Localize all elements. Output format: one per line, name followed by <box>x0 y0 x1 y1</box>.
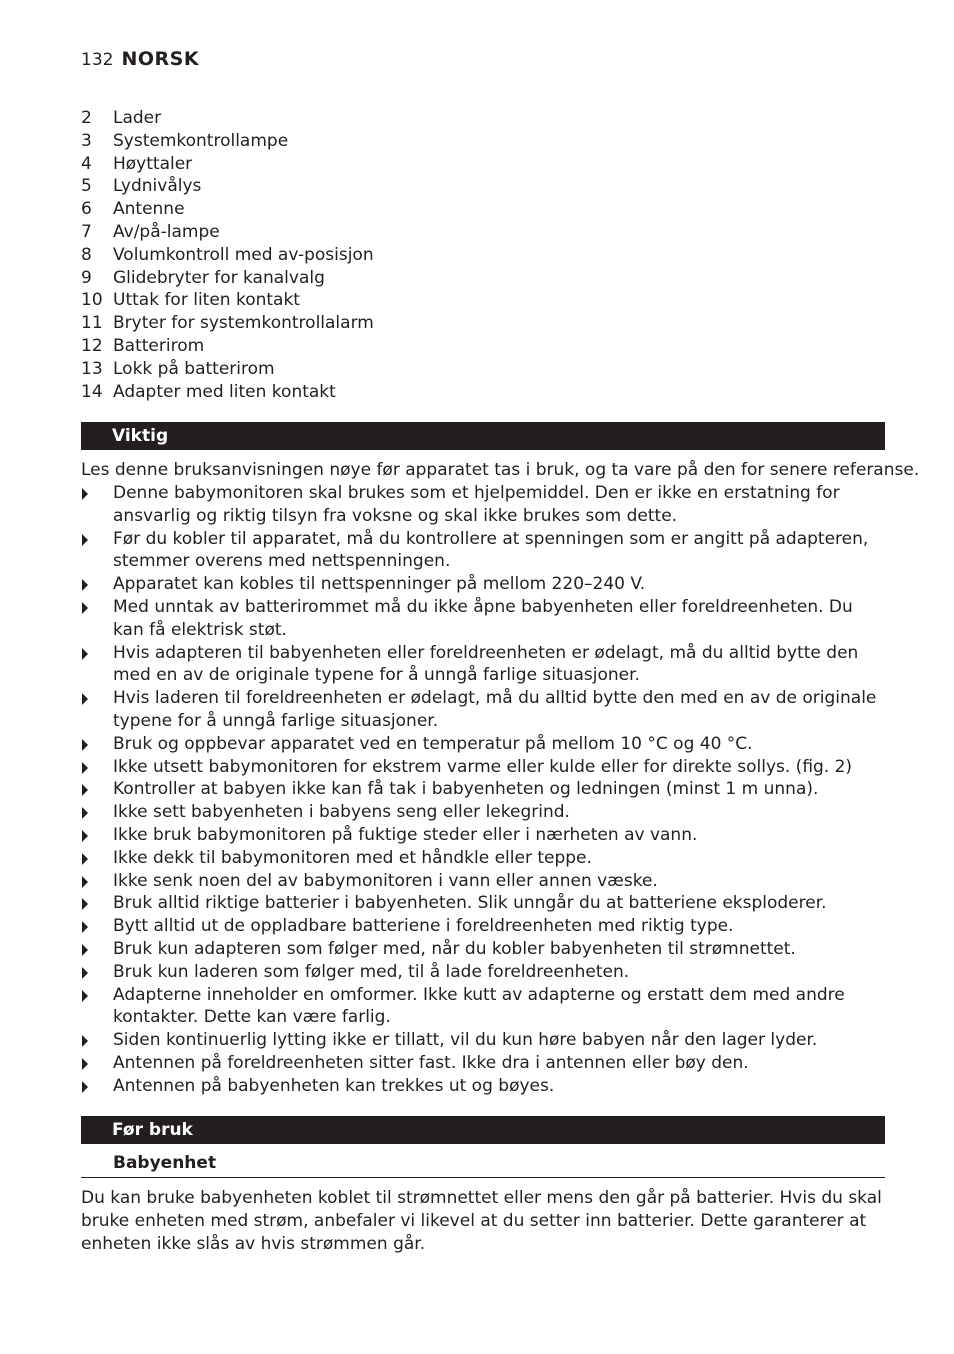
bullet-item <box>81 1029 887 1052</box>
bullet-arrow-icon <box>82 1081 88 1093</box>
section-title: Før bruk <box>112 1120 193 1140</box>
bullet-item <box>81 984 887 1030</box>
part-number: 7 <box>81 221 92 242</box>
bullet-arrow-icon <box>82 648 88 660</box>
bullet-text: Ikke dekk til babymonitoren med et håndkle eller teppe. <box>113 847 592 868</box>
part-label: Antenne <box>113 199 185 220</box>
bullet-item <box>81 961 887 984</box>
part-label: Høyttaler <box>113 153 193 174</box>
bullet-arrow-icon <box>82 1058 88 1070</box>
bullet-text: Ikke sett babyenheten i babyens seng eller lekegrind. <box>113 802 570 823</box>
part-item <box>81 289 374 312</box>
bullet-item <box>81 573 887 596</box>
bullet-item <box>81 824 887 847</box>
part-item <box>81 312 374 335</box>
part-number: 12 <box>81 335 103 356</box>
bullet-text: Apparatet kan kobles til nettspenninger på mellom 220–240 V. <box>113 574 646 595</box>
part-number: 6 <box>81 199 92 220</box>
bullet-arrow-icon <box>82 898 88 910</box>
language-label: NORSK <box>121 48 200 70</box>
bullet-text: Bruk og oppbevar apparatet ved en temperatur på mellom 10 °C og 40 °C. <box>113 733 753 754</box>
part-number: 10 <box>81 290 103 311</box>
bullet-text: Ikke bruk babymonitoren på fuktige steder eller i nærheten av vann. <box>113 824 698 845</box>
part-number: 14 <box>81 381 103 402</box>
part-item <box>81 267 374 290</box>
section-header-important <box>81 422 885 450</box>
part-label: Uttak for liten kontakt <box>113 290 300 311</box>
bullet-text: Ikke senk noen del av babymonitoren i vann eller annen væske. <box>113 870 658 891</box>
bullet-arrow-icon <box>82 853 88 865</box>
bullet-text: Bruk alltid riktige batterier i babyenheten. Slik unngår du at batteriene eksploderer. <box>113 893 827 914</box>
part-number: 8 <box>81 244 92 265</box>
bullet-item <box>81 733 887 756</box>
bullet-item <box>81 642 887 688</box>
part-item <box>81 358 374 381</box>
bullet-arrow-icon <box>82 967 88 979</box>
part-label: Glidebryter for kanalvalg <box>113 267 325 288</box>
part-number: 13 <box>81 358 103 379</box>
part-item <box>81 153 374 176</box>
part-number: 5 <box>81 176 92 197</box>
subsection-title: Babyenhet <box>113 1153 217 1173</box>
intro-text: Les denne bruksanvisningen nøye før apparatet tas i bruk, og ta vare på den for senere referanse. <box>81 460 920 480</box>
part-label: Lokk på batterirom <box>113 358 275 379</box>
bullet-item <box>81 847 887 870</box>
part-item <box>81 107 374 130</box>
part-number: 4 <box>81 153 92 174</box>
section-header-before-use <box>81 1116 885 1144</box>
bullet-item <box>81 528 887 574</box>
subsection-header <box>81 1153 885 1178</box>
bullet-arrow-icon <box>82 739 88 751</box>
part-item <box>81 175 374 198</box>
bullet-arrow-icon <box>82 602 88 614</box>
bullet-text: Hvis laderen til foreldreenheten er ødelagt, må du alltid bytte den med en av de originale typene for å unngå farlige situasjoner. <box>113 688 877 731</box>
part-item <box>81 130 374 153</box>
part-number: 3 <box>81 130 92 151</box>
bullet-arrow-icon <box>82 921 88 933</box>
bullet-item <box>81 870 887 893</box>
part-label: Batterirom <box>113 335 205 356</box>
bullet-text: Bruk kun laderen som følger med, til å lade foreldreenheten. <box>113 961 630 982</box>
bullet-arrow-icon <box>82 488 88 500</box>
bullet-text: Ikke utsett babymonitoren for ekstrem varme eller kulde eller for direkte sollys. (fig. 2) <box>113 756 853 777</box>
part-number: 9 <box>81 267 92 288</box>
part-number: 2 <box>81 108 92 128</box>
page-header <box>81 48 199 70</box>
part-item <box>81 221 374 244</box>
bullet-arrow-icon <box>82 762 88 774</box>
bullet-arrow-icon <box>82 830 88 842</box>
bullet-arrow-icon <box>82 784 88 796</box>
bullet-item <box>81 892 887 915</box>
bullet-item <box>81 801 887 824</box>
bullet-text: Adapterne inneholder en omformer. Ikke kutt av adapterne og erstatt dem med andre kontakter. Dette kan være farlig. <box>113 984 845 1028</box>
bullet-text: Hvis adapteren til babyenheten eller foreldreenheten er ødelagt, må du alltid bytte den med en av de originale typene for å unngå farlige situasjoner. <box>113 642 859 686</box>
bullet-item <box>81 1052 887 1075</box>
bullet-arrow-icon <box>82 944 88 956</box>
bullet-item <box>81 1075 887 1098</box>
bullet-arrow-icon <box>82 807 88 819</box>
bullet-text: Bytt alltid ut de oppladbare batteriene i foreldreenheten med riktig type. <box>113 916 734 937</box>
part-item <box>81 335 374 358</box>
bullet-arrow-icon <box>82 876 88 888</box>
bullet-text: Kontroller at babyen ikke kan få tak i babyenheten og ledningen (minst 1 m unna). <box>113 779 819 800</box>
bullet-item <box>81 778 887 801</box>
bullet-text: Med unntak av batterirommet må du ikke åpne babyenheten eller foreldreenheten. Du kan få elektrisk støt. <box>113 596 853 640</box>
part-item <box>81 381 374 404</box>
bullet-item <box>81 596 887 642</box>
bullet-item <box>81 938 887 961</box>
part-label: Adapter med liten kontakt <box>113 381 336 402</box>
part-label: Systemkontrollampe <box>113 130 289 151</box>
bullet-arrow-icon <box>82 579 88 591</box>
bullet-arrow-icon <box>82 990 88 1002</box>
bullet-text: Antennen på babyenheten kan trekkes ut og bøyes. <box>113 1075 555 1096</box>
section-title: Viktig <box>112 426 169 446</box>
bullet-text: Siden kontinuerlig lytting ikke er tillatt, vil du kun høre babyen når den lager lyder. <box>113 1030 818 1051</box>
bullet-text: Denne babymonitoren skal brukes som et hjelpemiddel. Den er ikke en erstatning for ansvarlig og riktig tilsyn fra voksne og skal ikke brukes som dette. <box>113 483 840 526</box>
bullet-item <box>81 482 887 528</box>
part-item <box>81 244 374 267</box>
part-label: Lader <box>113 108 162 128</box>
part-label: Av/på-lampe <box>113 221 220 242</box>
part-item <box>81 198 374 221</box>
bullet-item <box>81 756 887 779</box>
page-number: 132 <box>81 50 114 70</box>
baby-unit-text: Du kan bruke babyenheten koblet til strømnettet eller mens den går på batterier. Hvis du skal bruke enheten med strøm, anbefaler vi likevel at du setter inn batterier. Dette garanterer at enheten ikke slås av hvis strømmen går. <box>81 1188 882 1254</box>
bullet-text: Antennen på foreldreenheten sitter fast. Ikke dra i antennen eller bøy den. <box>113 1052 749 1073</box>
bullet-item <box>81 915 887 938</box>
safety-bullet-list <box>81 482 887 1098</box>
bullet-text: Før du kobler til apparatet, må du kontrollere at spenningen som er angitt på adapteren, stemmer overens med nettspenningen. <box>113 528 869 572</box>
part-label: Volumkontroll med av-posisjon <box>113 244 374 265</box>
parts-list <box>81 107 374 403</box>
part-label: Bryter for systemkontrollalarm <box>113 313 374 334</box>
bullet-item <box>81 687 887 733</box>
bullet-arrow-icon <box>82 1035 88 1047</box>
part-label: Lydnivålys <box>113 176 202 197</box>
bullet-arrow-icon <box>82 534 88 546</box>
bullet-arrow-icon <box>82 693 88 705</box>
part-number: 11 <box>81 313 103 334</box>
bullet-text: Bruk kun adapteren som følger med, når du kobler babyenheten til strømnettet. <box>113 938 796 959</box>
